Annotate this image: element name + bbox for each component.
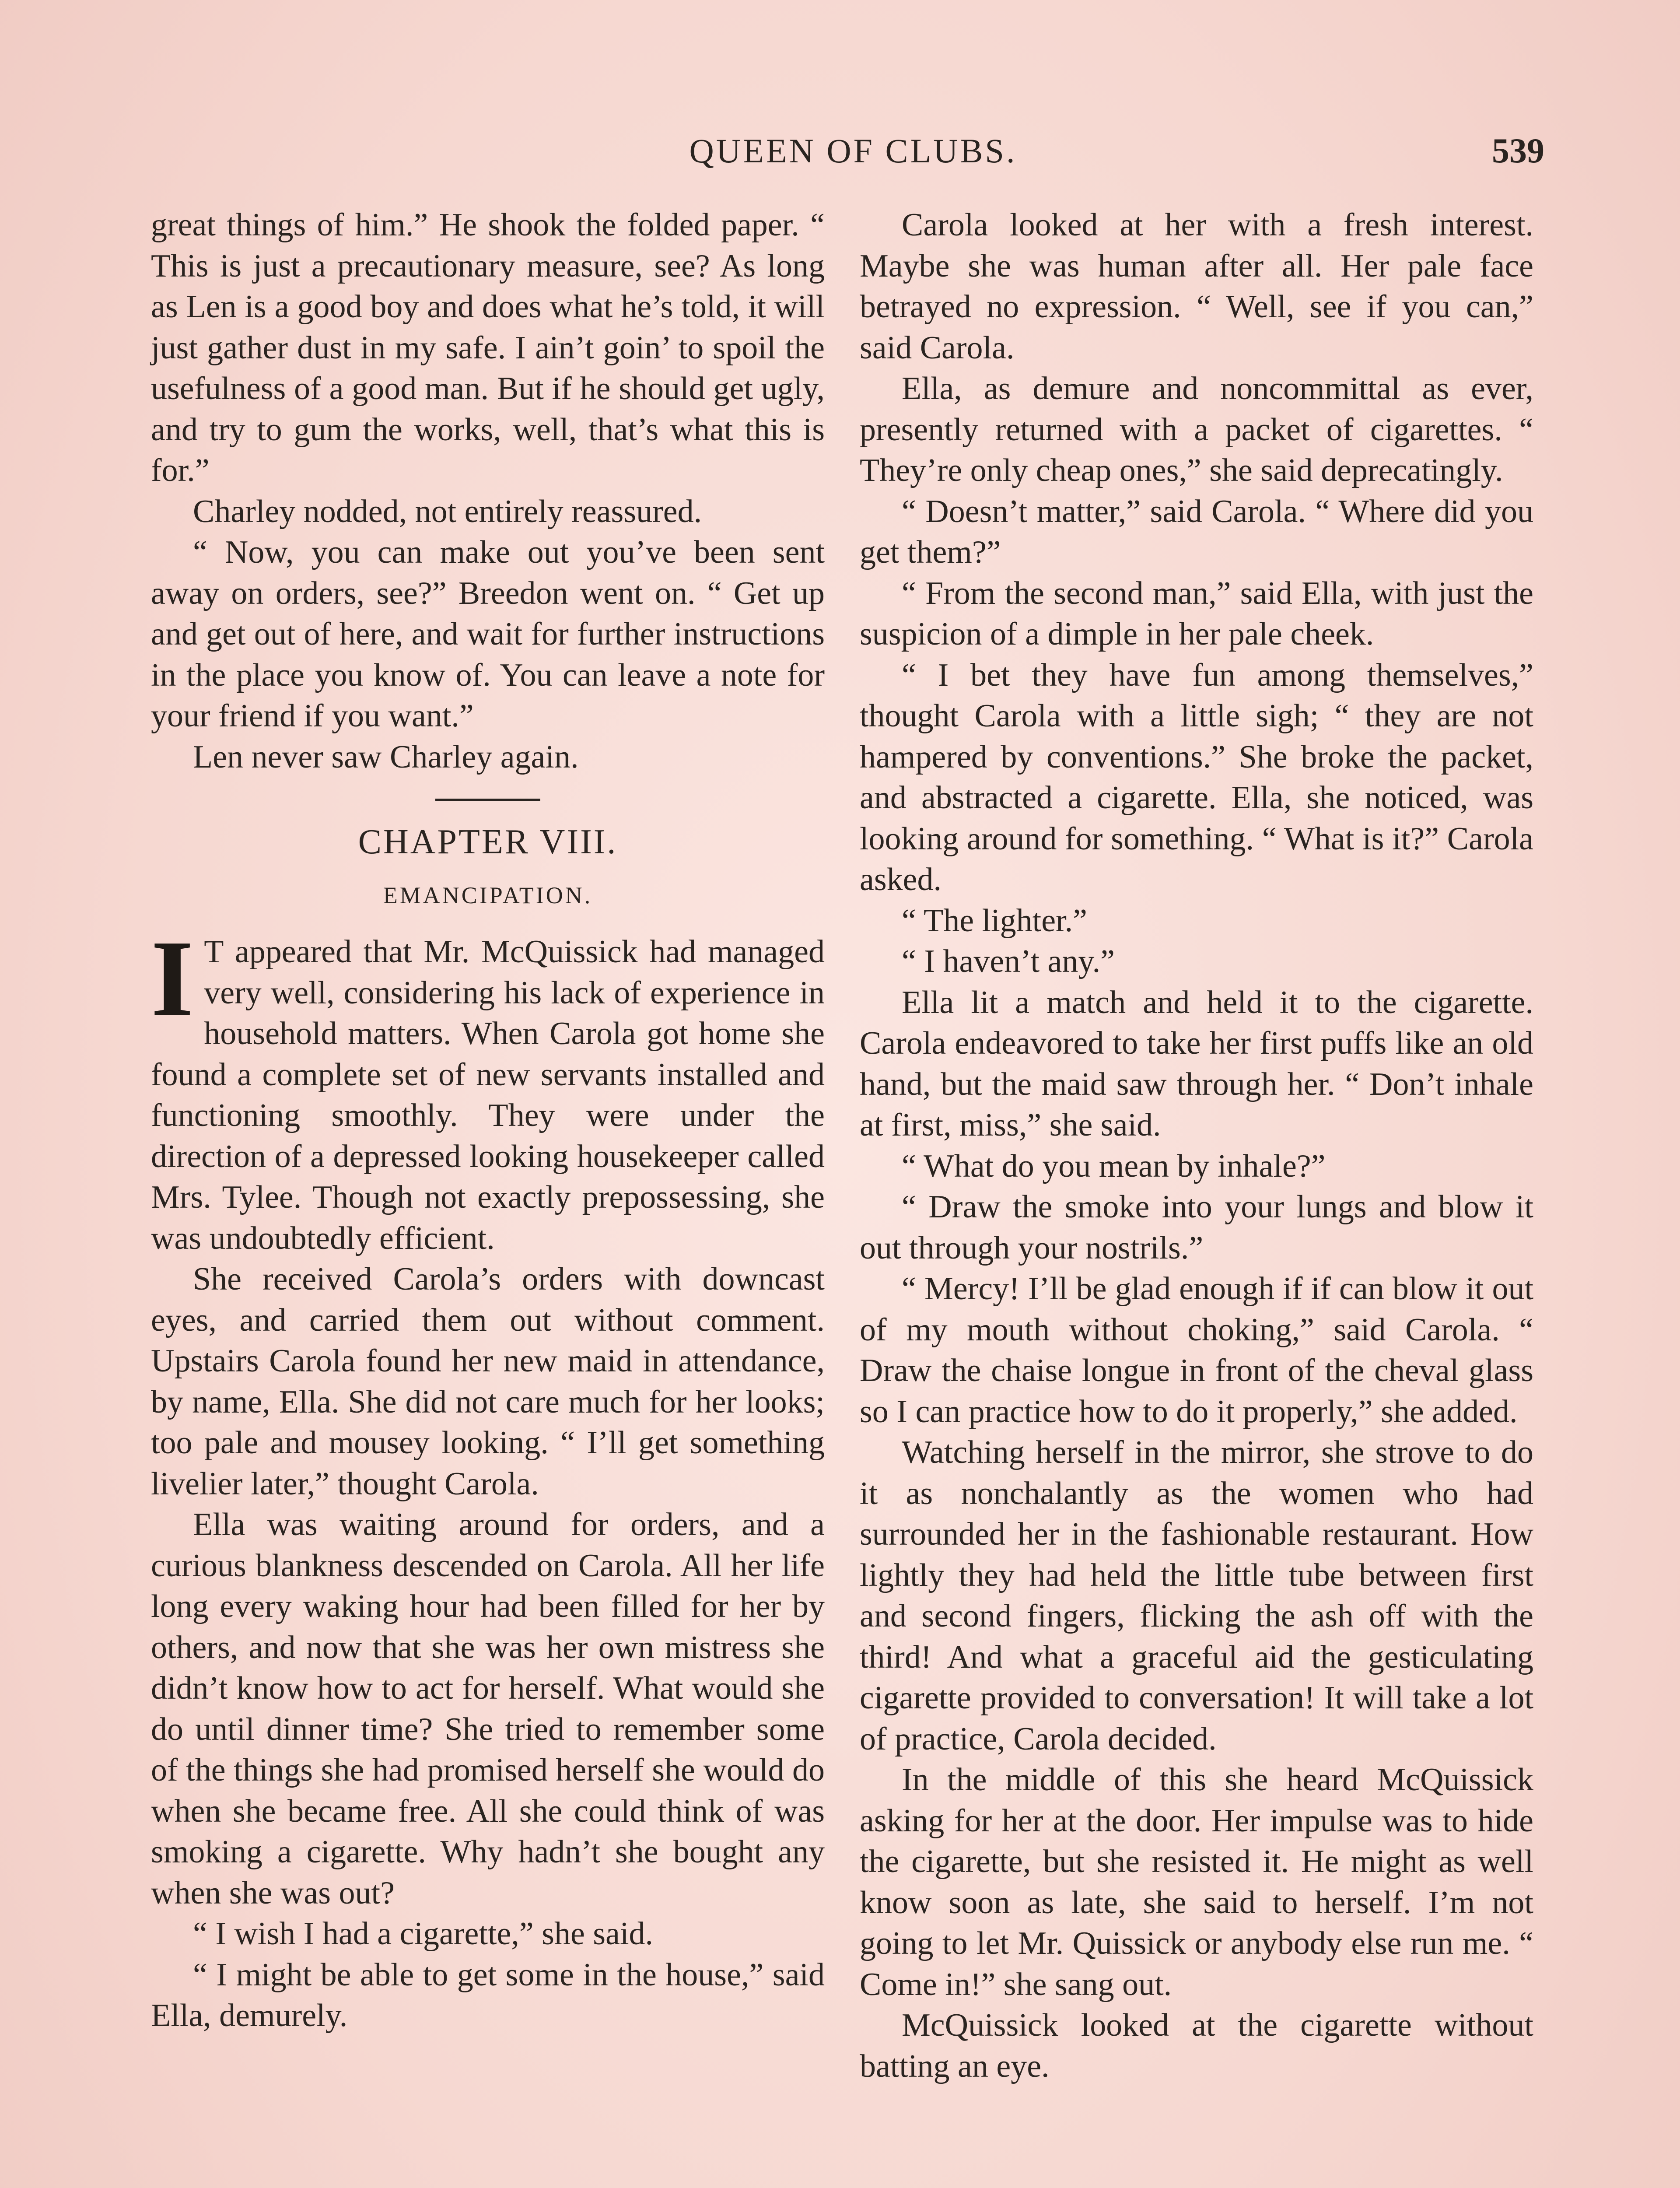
opening-paragraph-block (151, 918, 825, 1259)
right-column (860, 205, 1533, 2087)
paragraph: McQuissick looked at the cigarette without batting an eye. (860, 2007, 1533, 2084)
paragraph: “ Doesn’t matter,” said Carola. “ Where did you get them?” (860, 493, 1533, 570)
paragraph: Carola looked at her with a fresh interest. Maybe she was human after all. Her pale face betrayed no expression. “ Well, see if you can,” said Carola. (860, 207, 1533, 366)
paragraph: Ella, as demure and noncommittal as ever, presently returned with a packet of cigarettes. “ They’re only cheap ones,” she said deprecatingly. (860, 371, 1533, 488)
paragraph: “ Mercy! I’ll be glad enough if if can blow it out of my mouth without choking,” said Carola. “ Draw the chaise longue in front of the cheval glass so I can practice how to do it properly,” she added. (860, 1271, 1533, 1430)
chapter-subtitle: EMANCIPATION. (383, 882, 593, 908)
section-divider (435, 799, 540, 801)
paragraph: “ The lighter.” (902, 902, 1087, 939)
paragraph: “ I haven’t any.” (902, 943, 1115, 979)
paragraph: “ Draw the smoke into your lungs and blow it out through your nostrils.” (860, 1189, 1533, 1266)
paragraph: Ella lit a match and held it to the cigarette. Carola endeavored to take her first puffs like an old hand, but the maid saw through her. “ Don’t inhale at first, miss,” she said. (860, 984, 1533, 1143)
paragraph: “ What do you mean by inhale?” (902, 1148, 1326, 1184)
paragraph: “ I wish I had a cigarette,” she said. (193, 1916, 654, 1952)
paragraph: “ I might be able to get some in the house,” said Ella, demurely. (151, 1957, 825, 2034)
opening-paragraph: T appeared that Mr. McQuissick had managed very well, considering his lack of experience in household matters. When Carola got home she found a complete set of new servants installed and functioning smoothly. They were under the direction of a depressed looking housekeeper called Mrs. Tylee. Though not exactly prepossessing, she was undoubtedly efficient. (151, 934, 825, 1256)
paragraph: Watching herself in the mirror, she strove to do it as nonchalantly as the women who had surrounded her in the fashionable restaurant. How lightly they had held the little tube between first and second fingers, flicking the ash off with the third! And what a graceful aid the gesticulating cigarette provided to conversation! It will take a lot of practice, Carola decided. (860, 1434, 1533, 1757)
left-column (151, 205, 825, 2037)
chapter-title: CHAPTER VIII. (358, 823, 618, 861)
page-number: 539 (1492, 132, 1544, 170)
paragraph: She received Carola’s orders with downcast eyes, and carried them out without comment. Upstairs Carola found her new maid in attendance, by name, Ella. She did not care much for her looks; too pale and mousey looking. “ I’ll get something livelier later,” thought Carola. (151, 1261, 825, 1502)
paragraph: “ From the second man,” said Ella, with just the suspicion of a dimple in her pale cheek. (860, 575, 1533, 652)
paragraph: “ Now, you can make out you’ve been sent away on orders, see?” Breedon went on. “ Get up and get out of here, and wait for further instructions in the place you know of. You can leave a note for your friend if you want.” (151, 534, 825, 734)
paragraph: great things of him.” He shook the folded paper. “ This is just a precautionary measure, see? As long as Len is a good boy and does what he’s told, it will just gather dust in my safe. I ain’t goin’ to spoil the usefulness of a good man. But if he should get ugly, and try to gum the works, well, that’s what this is for.” (151, 207, 825, 488)
running-title: QUEEN OF CLUBS. (689, 132, 1017, 170)
paragraph: Ella was waiting around for orders, and a curious blankness descended on Carola. All her life long every waking hour had been filled for her by others, and now that she was her own mistress she didn’t know how to act for herself. What would she do until dinner time? She tried to remember some of the things she had promised herself she would do when she became free. All she could think of was smoking a cigarette. Why hadn’t she bought any when she was out? (151, 1507, 825, 1911)
drop-cap: I (151, 918, 194, 1039)
paragraph: Charley nodded, not entirely reassured. (193, 493, 702, 529)
paragraph: In the middle of this she heard McQuissick asking for her at the door. Her impulse was to hide the cigarette, but she resisted it. He might as well know soon as late, she said to herself. I’m not going to let Mr. Quissick or anybody else run me. “ Come in!” she sang out. (860, 1762, 1533, 2002)
paragraph: “ I bet they have fun among themselves,” thought Carola with a little sigh; “ they are not hampered by conventions.” She broke the packet, and abstracted a cigarette. Ella, she noticed, was looking around for something. “ What is it?” Carola asked. (860, 657, 1533, 898)
paragraph: Len never saw Charley again. (193, 739, 579, 775)
